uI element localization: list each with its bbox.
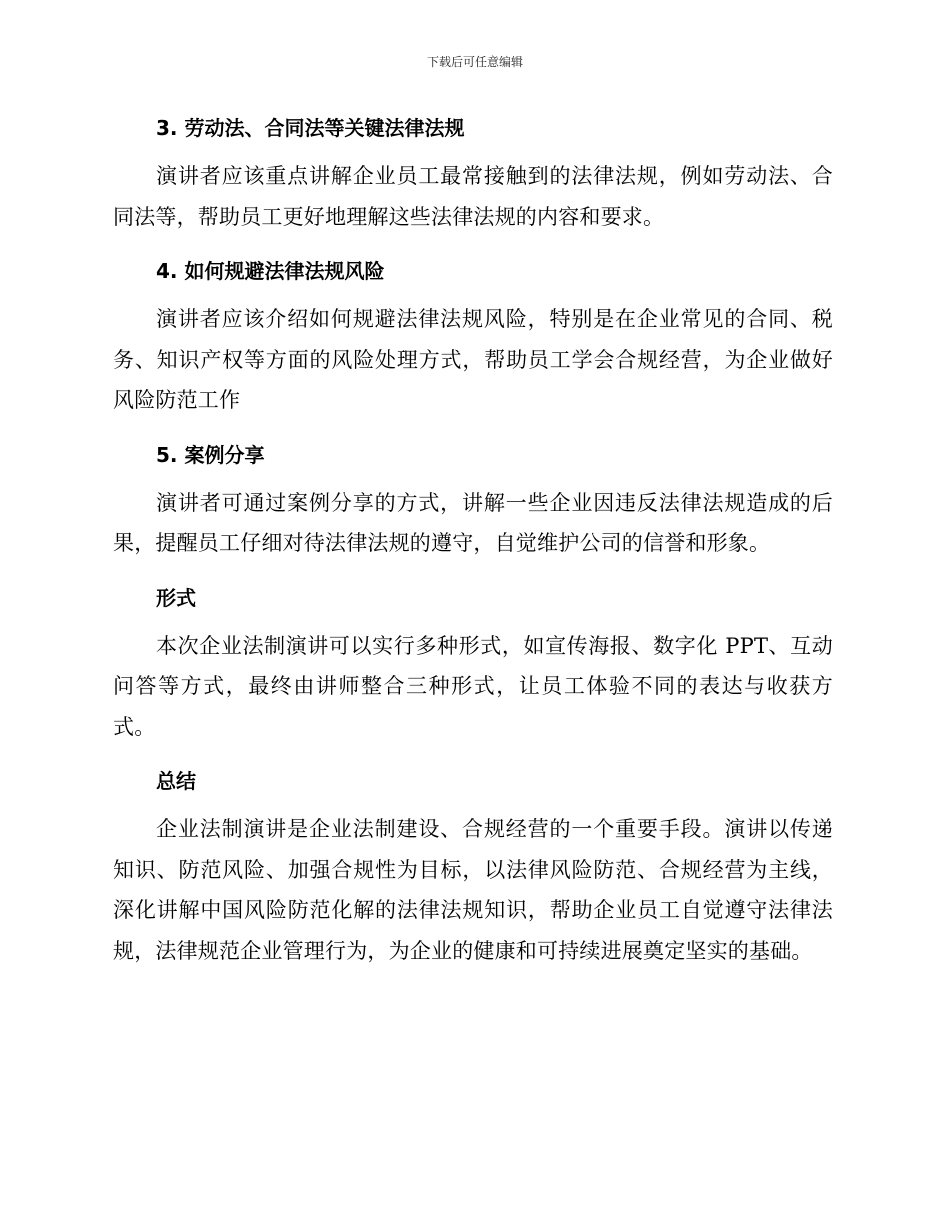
section-paragraph-labor-contract-law: 演讲者应该重点讲解企业员工最常接触到的法律法规，例如劳动法、合同法等，帮助员工更好地理解这些法律法规的内容和要求。 <box>113 164 833 229</box>
section-paragraph-case-sharing: 演讲者可通过案例分享的方式，讲解一些企业因违反法律法规造成的后果，提醒员工仔细对待法律法规的遵守，自觉维护公司的信誉和形象。 <box>113 490 833 555</box>
page-header: 下载后可任意编辑 <box>426 55 523 69</box>
section-heading-summary: 总结 <box>156 769 196 793</box>
section-heading-labor-contract-law: 3. 劳动法、合同法等关键法律法规 <box>156 116 465 140</box>
section-paragraph-summary: 企业法制演讲是企业法制建设、合规经营的一个重要手段。演讲以传递知识、防范风险、加强合规性为目标，以法律风险防范、合规经营为主线，深化讲解中国风险防范化解的法律法规知识，帮助企业员工自觉遵守法律法规，法律规范企业管理行为，为企业的健康和可持续进展奠定坚实的基础。 <box>113 817 833 963</box>
section-paragraph-avoid-legal-risk: 演讲者应该介绍如何规避法律法规风险，特别是在企业常见的合同、税务、知识产权等方面的风险处理方式，帮助员工学会合规经营，为企业做好风险防范工作 <box>113 307 833 412</box>
section-heading-case-sharing: 5. 案例分享 <box>156 442 265 467</box>
document-body <box>113 108 833 985</box>
section-heading-format: 形式 <box>156 585 196 610</box>
section-paragraph-format: 本次企业法制演讲可以实行多种形式，如宣传海报、数字化 PPT、互动问答等方式，最终由讲师整合三种形式，让员工体验不同的表达与收获方式。 <box>113 633 833 739</box>
section-heading-avoid-legal-risk: 4. 如何规避法律法规风险 <box>156 259 385 283</box>
